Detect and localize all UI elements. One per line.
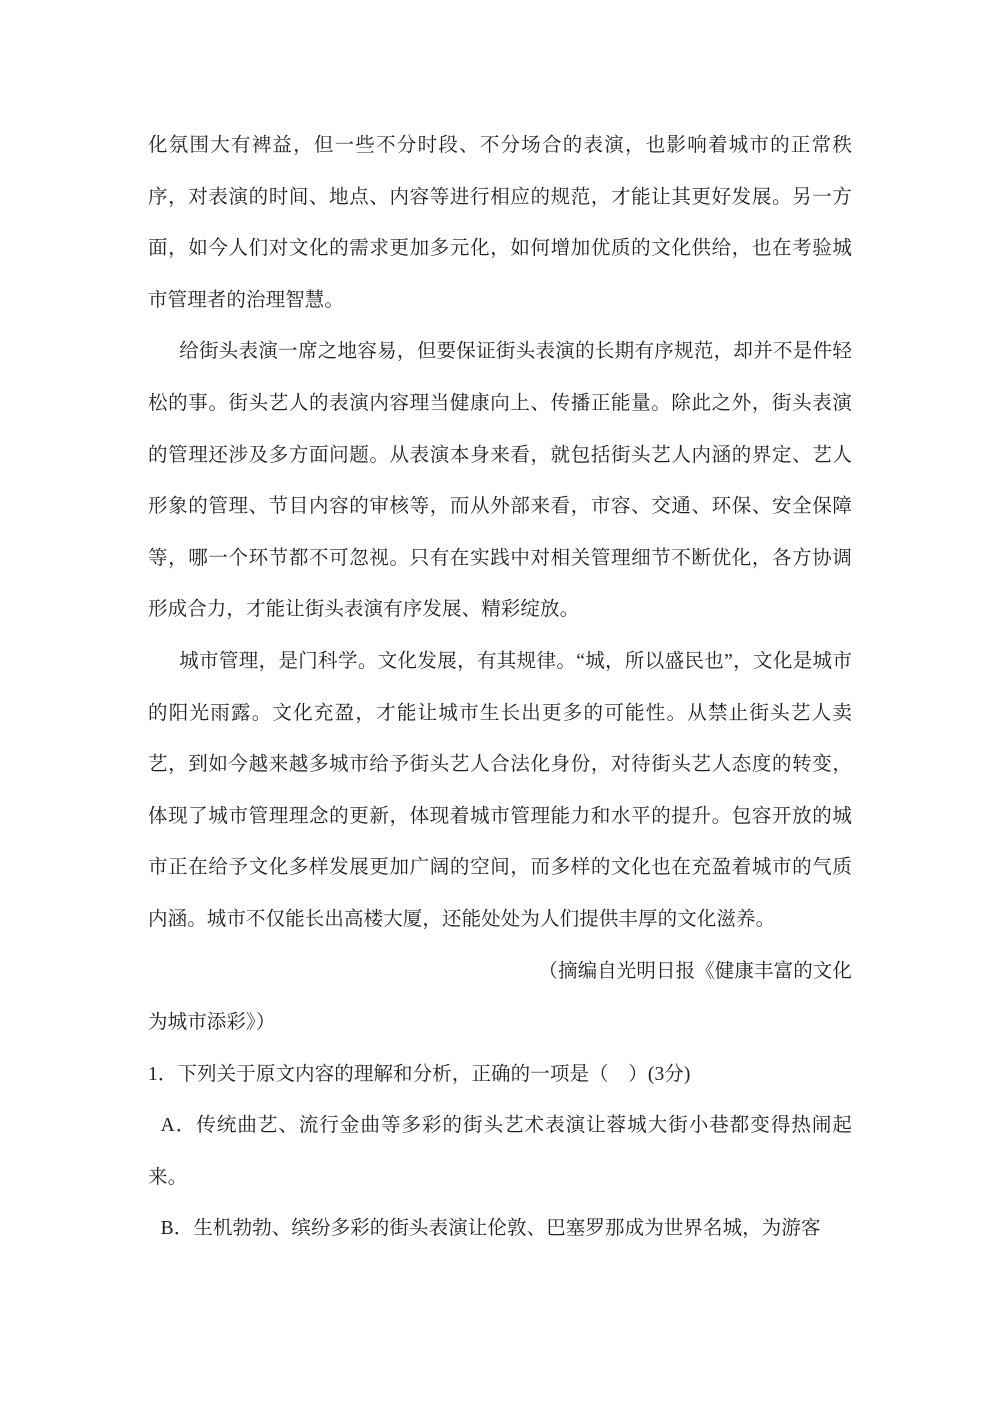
question-1-option-b (148, 1203, 852, 1255)
option-a-label: A． (160, 1115, 197, 1137)
body-paragraph-2: 给街头表演一席之地容易，但要保证街头表演的长期有序规范，却并不是件轻松的事。街头艺人的表演内容理当健康向上、传播正能量。除此之外，街头表演的管理还涉及多方面问题。从表演本身来看，就包括街头艺人内涵的界定、艺人形象的管理、节目内容的审核等，而从外部来看，市容、交通、环保、安全保障等，哪一个环节都不可忽视。只有在实践中对相关管理细节不断优化，各方协调形成合力，才能让街头表演有序发展、精彩绽放。 (148, 341, 852, 621)
body-paragraph-1: 化氛围大有裨益，但一些不分时段、不分场合的表演，也影响着城市的正常秩序，对表演的时间、地点、内容等进行相应的规范，才能让其更好发展。另一方面，如今人们对文化的需求更加多元化，如何增加优质的文化供给，也在考验城市管理者的治理智慧。 (148, 135, 852, 311)
attribution-line-2: 为城市添彩》） (148, 1012, 276, 1034)
question-1 (148, 1049, 852, 1101)
option-a-text: 传统曲艺、流行金曲等多彩的街头艺术表演让蓉城大街小巷都变得热闹起来。 (148, 1115, 852, 1188)
option-b-text: 生机勃勃、缤纷多彩的街头表演让伦敦、巴塞罗那成为世界名城，为游客 (193, 1218, 821, 1240)
option-b-label: B． (160, 1218, 194, 1240)
question-1-number: 1． (148, 1063, 178, 1085)
attribution-line-1: （摘编自光明日报《健康丰富的文化 (538, 960, 852, 982)
question-1-option-a (148, 1100, 852, 1203)
question-1-stem: 下列关于原文内容的理解和分析，正确的一项是（ ）(3分) (177, 1063, 691, 1085)
body-paragraph-3: 城市管理，是门科学。文化发展，有其规律。“城，所以盛民也”，文化是城市的阳光雨露。文化充盈，才能让城市生长出更多的可能性。从禁止街头艺人卖艺，到如今越来越多城市给予街头艺人合法化身份，对待街头艺人态度的转变，体现了城市管理理念的更新，体现着城市管理能力和水平的提升。包容开放的城市正在给予文化多样发展更加广阔的空间，而多样的文化也在充盈着城市的气质内涵。城市不仅能长出高楼大厦，还能处处为人们提供丰厚的文化滋养。 (148, 650, 852, 930)
